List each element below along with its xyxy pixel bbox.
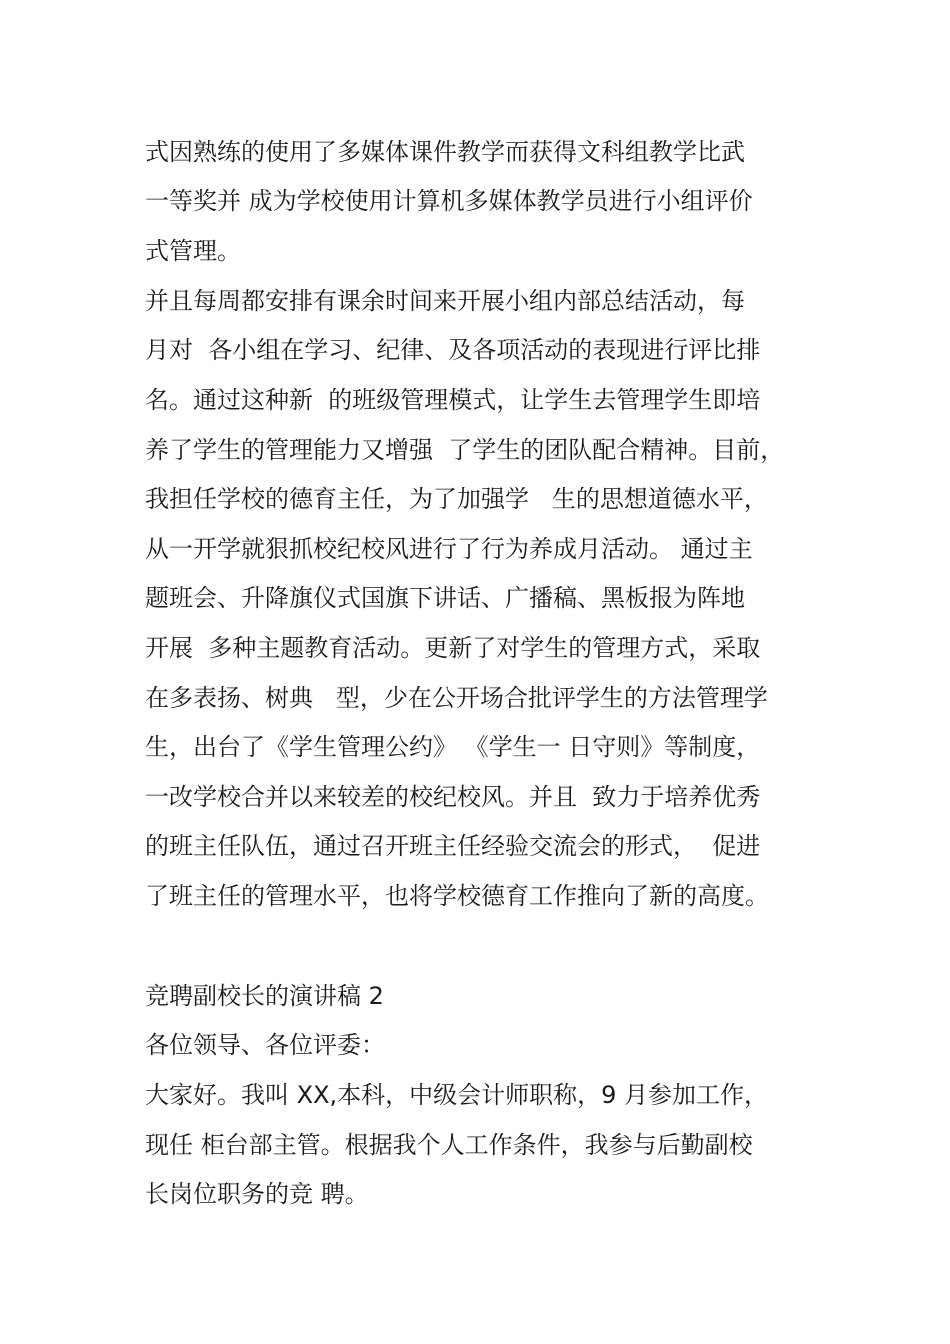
text-line: 大家好。我叫 XX,本科，中级会计师职称，9 月参加工作， [145, 1081, 769, 1109]
text-line: 养了学生的管理能力又增强 了学生的团队配合精神。目前， [145, 436, 785, 464]
salutation: 各位领导、各位评委： [145, 1031, 385, 1059]
text-line: 的班主任队伍，通过召开班主任经验交流会的形式， 促进 [145, 832, 761, 860]
text-line: 现任 柜台部主管。根据我个人工作条件，我参与后勤副校 [145, 1131, 753, 1159]
text-line: 题班会、升降旗仪式国旗下讲话、广播稿、黑板报为阵地 [145, 584, 745, 612]
text-line: 长岗位职务的竞 聘。 [145, 1180, 369, 1208]
text-line: 在多表扬、树典 型，少在公开场合批评学生的方法管理学 [145, 684, 768, 712]
text-line: 一等奖并 成为学校使用计算机多媒体教学员进行小组评价 [145, 187, 753, 215]
text-line: 了班主任的管理水平，也将学校德育工作推向了新的高度。 [145, 882, 769, 910]
text-line: 并且每周都安排有课余时间来开展小组内部总结活动，每 [145, 287, 745, 315]
text-line: 名。通过这种新 的班级管理模式，让学生去管理学生即培 [145, 386, 761, 414]
section-heading: 竞聘副校长的演讲稿 2 [145, 982, 384, 1010]
text-line: 生，出台了《学生管理公约》 《学生一 日守则》等制度， [145, 733, 761, 761]
text-line: 一改学校合并以来较差的校纪校风。并且 致力于培养优秀 [145, 783, 761, 811]
text-line: 从一开学就狠抓校纪校风进行了行为养成月活动。 通过主 [145, 535, 753, 563]
text-line: 月对 各小组在学习、纪律、及各项活动的表现进行评比排 [145, 336, 761, 364]
text-line: 式因熟练的使用了多媒体课件教学而获得文科组教学比武 [145, 138, 745, 166]
text-line: 式管理。 [145, 237, 241, 265]
text-line: 我担任学校的德育主任，为了加强学 生的思想道德水平， [145, 485, 768, 513]
text-line: 开展 多种主题教育活动。更新了对学生的管理方式，采取 [145, 634, 761, 662]
